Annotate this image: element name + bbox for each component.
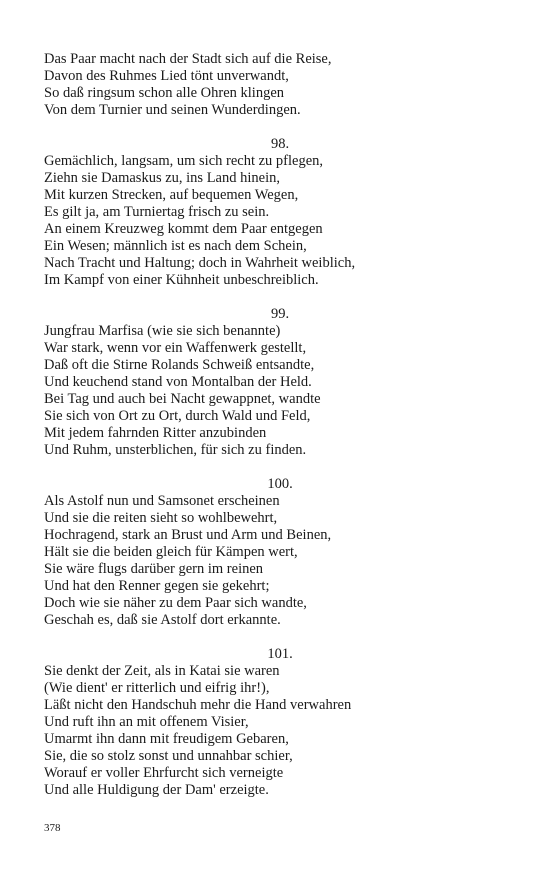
stanza-101 (44, 646, 514, 799)
stanza-number: 98. (270, 136, 290, 152)
verse-line: Als Astolf nun und Samsonet erscheinen (44, 493, 280, 509)
verse-line: Und hat den Renner gegen sie gekehrt; (44, 578, 270, 594)
verse-line: Und Ruhm, unsterblichen, für sich zu finden. (44, 442, 307, 458)
stanza-97-continuation (44, 51, 514, 119)
verse-line: Ein Wesen; männlich ist es nach dem Schein, (44, 238, 307, 254)
stanza-100 (44, 476, 514, 629)
verse-line: Nach Tracht und Haltung; doch in Wahrheit weiblich, (44, 255, 356, 271)
verse-line: Und alle Huldigung der Dam' erzeigte. (44, 782, 269, 798)
verse-line: Und keuchend stand von Montalban der Held. (44, 374, 312, 390)
verse-line: Sie wäre flugs darüber gern im reinen (44, 561, 264, 577)
verse-line: Im Kampf von einer Kühnheit unbeschreiblich. (44, 272, 319, 288)
verse-line: Umarmt ihn dann mit freudigem Gebaren, (44, 731, 289, 747)
verse-line: Jungfrau Marfisa (wie sie sich benannte) (44, 323, 281, 339)
verse-line: Und ruft ihn an mit offenem Visier, (44, 714, 249, 730)
verse-line: (Wie dient' er ritterlich und eifrig ihr!), (44, 680, 270, 696)
verse-line: Gemächlich, langsam, um sich recht zu pflegen, (44, 153, 324, 169)
poem-page (44, 51, 514, 799)
verse-line: So daß ringsum schon alle Ohren klingen (44, 85, 285, 101)
verse-line: Doch wie sie näher zu dem Paar sich wandte, (44, 595, 307, 611)
verse-line: Hochragend, stark an Brust und Arm und Beinen, (44, 527, 332, 543)
verse-line: Sie sich von Ort zu Ort, durch Wald und Feld, (44, 408, 311, 424)
verse-line: Ziehn sie Damaskus zu, ins Land hinein, (44, 170, 280, 186)
verse-line: Worauf er voller Ehrfurcht sich verneigte (44, 765, 284, 781)
stanza-99 (44, 306, 514, 459)
page-number: 378 (44, 822, 61, 834)
stanza-number: 101. (267, 646, 293, 662)
verse-line: Und sie die reiten sieht so wohlbewehrt, (44, 510, 278, 526)
verse-line: Läßt nicht den Handschuh mehr die Hand verwahren (44, 697, 352, 713)
verse-line: Es gilt ja, am Turniertag frisch zu sein. (44, 204, 270, 220)
verse-line: Von dem Turnier und seinen Wunderdingen. (44, 102, 301, 118)
stanza-number: 99. (270, 306, 290, 322)
stanza-number: 100. (267, 476, 293, 492)
stanza-98 (44, 136, 514, 289)
verse-line: Hält sie die beiden gleich für Kämpen wert, (44, 544, 298, 560)
verse-line: Mit jedem fahrnden Ritter anzubinden (44, 425, 267, 441)
verse-line: Sie, die so stolz sonst und unnahbar schier, (44, 748, 293, 764)
verse-line: Mit kurzen Strecken, auf bequemen Wegen, (44, 187, 299, 203)
verse-line: Sie denkt der Zeit, als in Katai sie waren (44, 663, 280, 679)
verse-line: Bei Tag und auch bei Nacht gewappnet, wandte (44, 391, 321, 407)
verse-line: Geschah es, daß sie Astolf dort erkannte. (44, 612, 281, 628)
verse-line: Das Paar macht nach der Stadt sich auf die Reise, (44, 51, 332, 67)
verse-line: An einem Kreuzweg kommt dem Paar entgegen (44, 221, 323, 237)
verse-line: War stark, wenn vor ein Waffenwerk gestellt, (44, 340, 307, 356)
verse-line: Davon des Ruhmes Lied tönt unverwandt, (44, 68, 289, 84)
verse-line: Daß oft die Stirne Rolands Schweiß entsandte, (44, 357, 315, 373)
